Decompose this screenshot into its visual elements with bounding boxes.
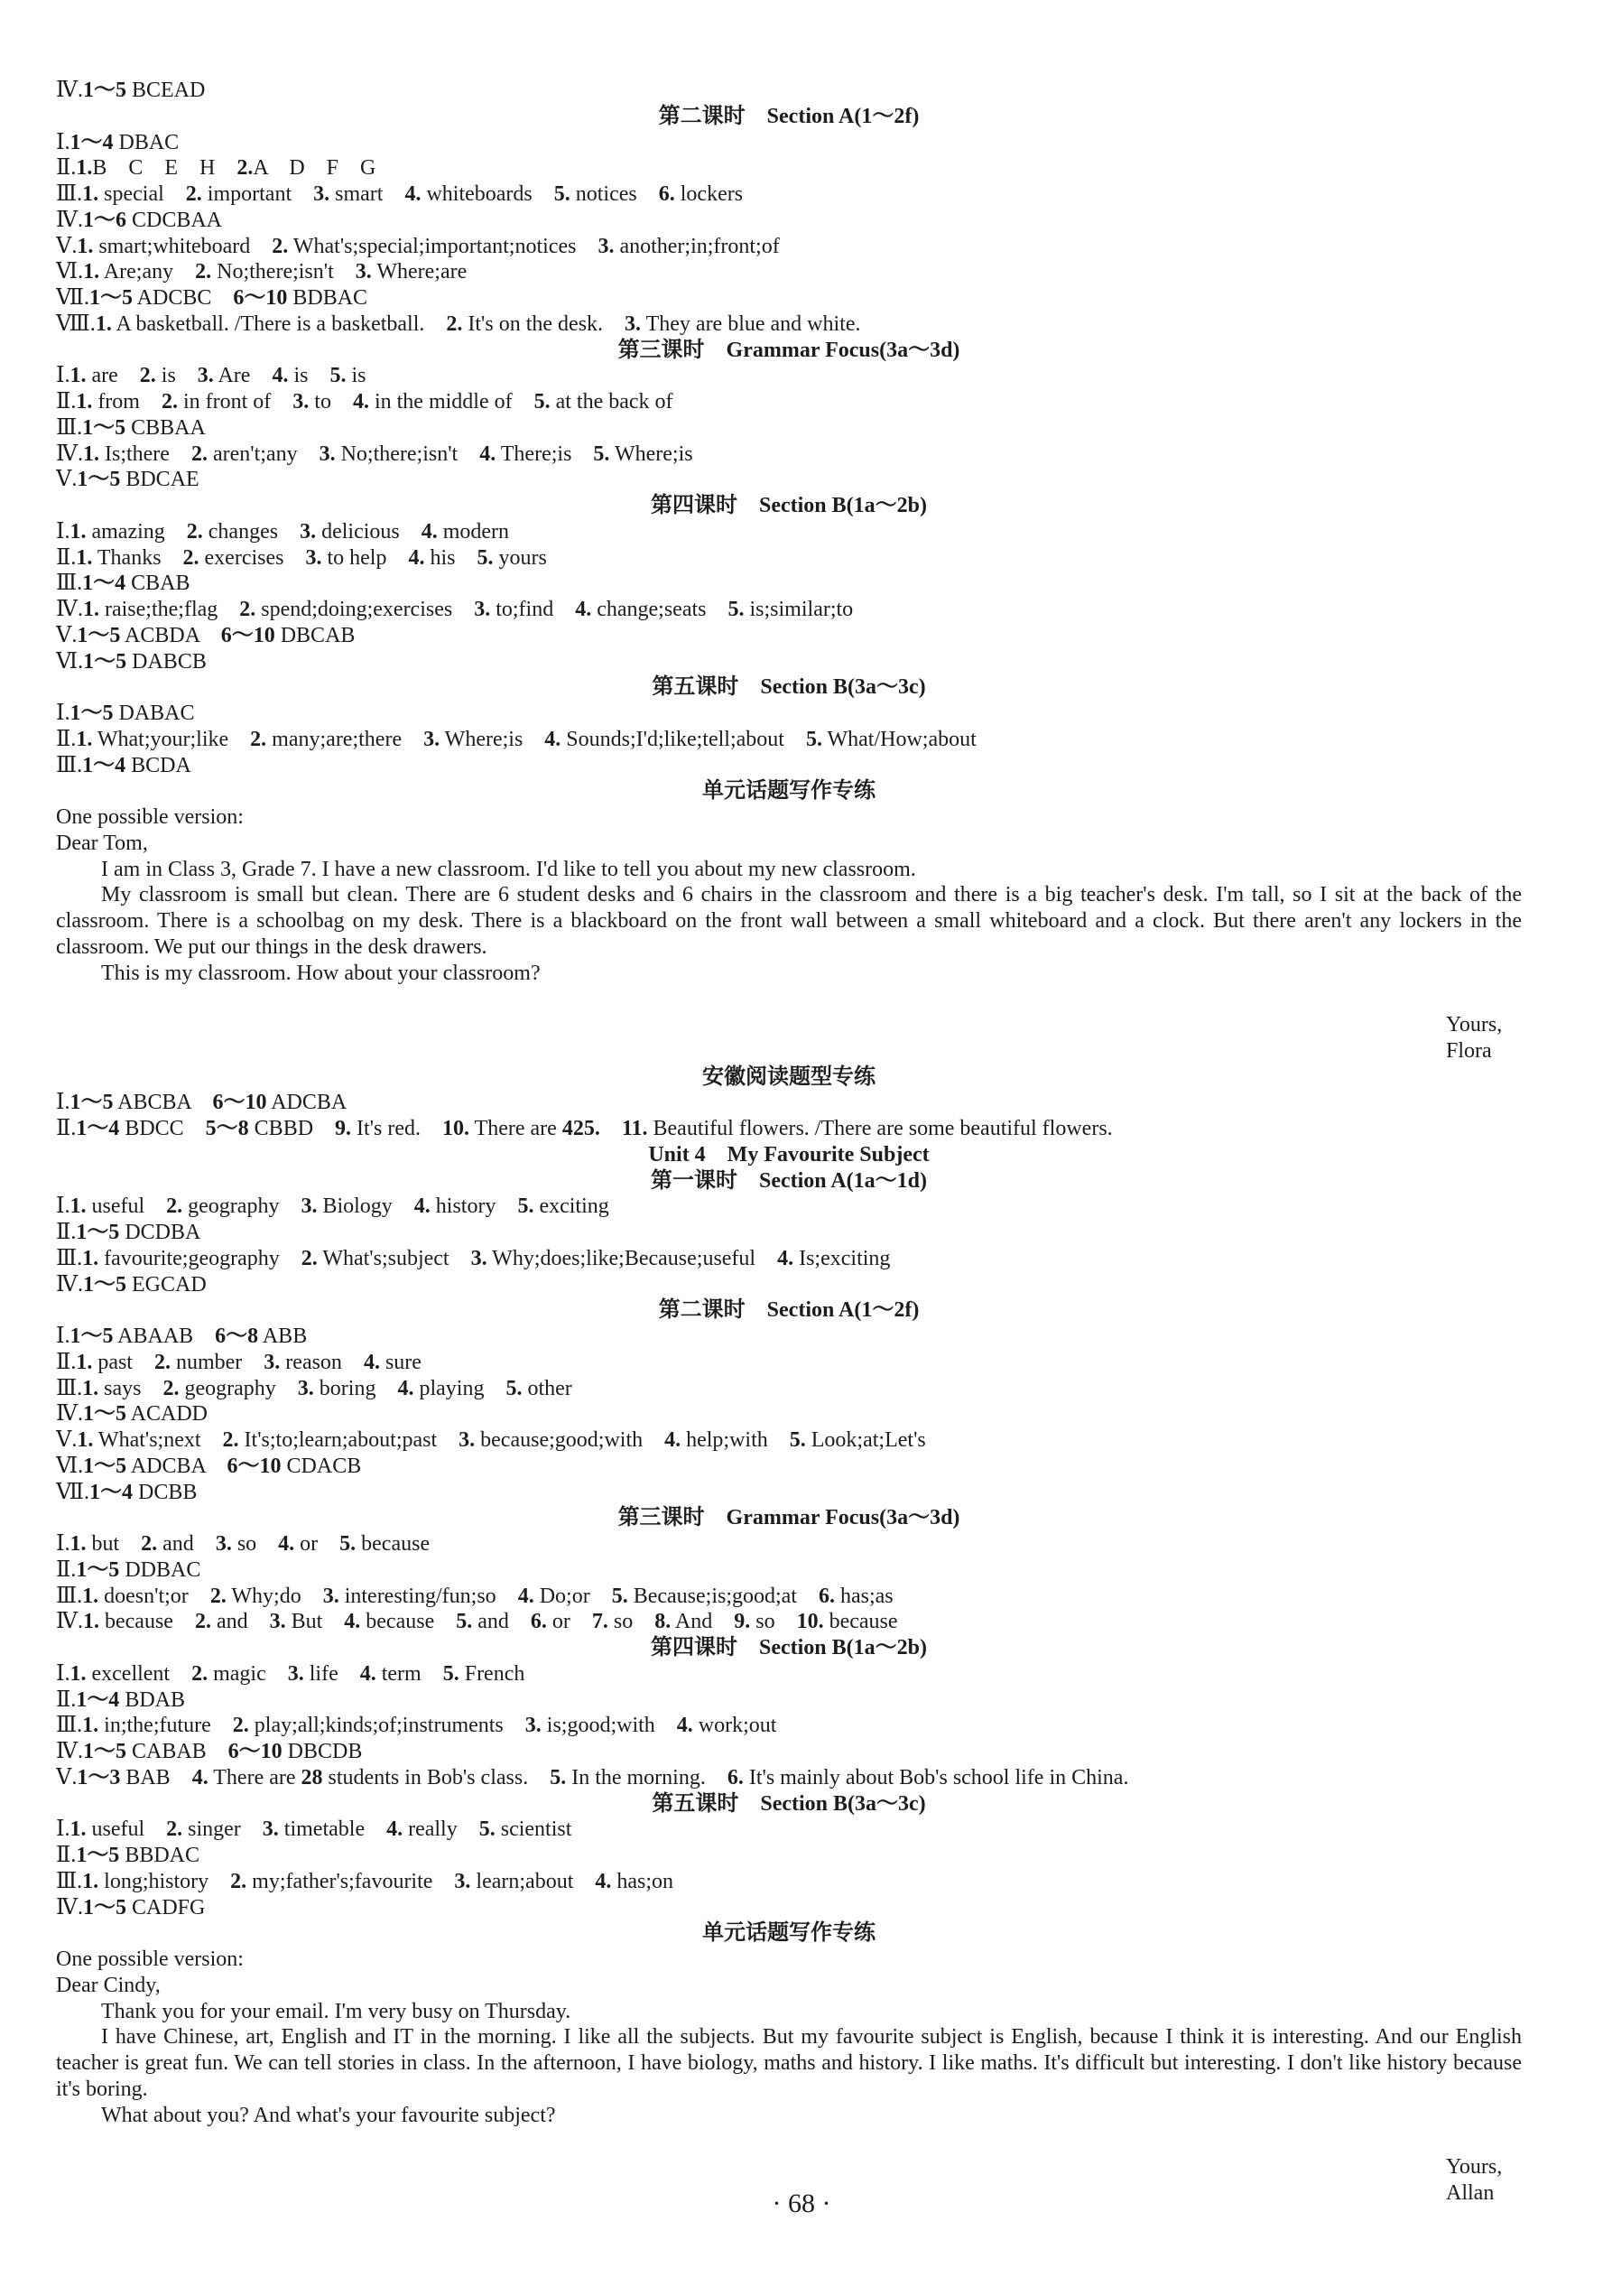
roman-numeral-label: Ⅴ. [56, 234, 78, 258]
answer-text: 1. Are;any 2. No;there;isn't 3. Where;are [83, 260, 468, 284]
answer-line [56, 753, 1522, 779]
answer-line [56, 649, 1522, 675]
section-heading: 单元话题写作专练 [702, 1921, 876, 1946]
answer-text: 1～5 BBDAC [76, 1844, 199, 1867]
answer-line [56, 1843, 1522, 1869]
roman-numeral-label: Ⅱ. [56, 1350, 77, 1374]
answer-line [56, 1454, 1522, 1480]
answer-line [56, 181, 1522, 208]
roman-numeral-label: Ⅱ. [56, 727, 77, 751]
answer-line [56, 727, 1522, 753]
roman-numeral-label: Ⅱ. [56, 390, 77, 414]
answer-text: 1. What;your;like 2. many;are;there 3. Where;is 4. Sounds;I'd;like;tell;about 5. What/How;about [76, 727, 977, 751]
answer-key-document [56, 78, 1522, 2207]
roman-numeral-label: Ⅱ. [56, 1687, 77, 1712]
answer-line [56, 259, 1522, 285]
roman-numeral-label: Ⅶ. [56, 286, 89, 310]
section-heading: 第一课时 Section A(1a～1d) [651, 1168, 927, 1193]
roman-numeral-label: Ⅷ. [56, 311, 96, 336]
answer-line [56, 1401, 1522, 1427]
letter-line: One possible version: [56, 805, 244, 829]
roman-numeral-label: Ⅲ. [56, 572, 83, 596]
roman-numeral-label: Ⅰ. [56, 519, 70, 544]
section-heading: 第二课时 Section A(1～2f) [658, 104, 920, 128]
roman-numeral-label: Ⅲ. [56, 1584, 83, 1608]
answer-line [56, 1739, 1522, 1765]
letter-paragraph: I am in Class 3, Grade 7. I have a new classroom. I'd like to tell you about my new classroom. [101, 857, 916, 881]
answer-text: 1. What's;next 2. It's;to;learn;about;past 3. because;good;with 4. help;with 5. Look;at;Let's [77, 1428, 926, 1452]
answer-line [56, 1687, 1522, 1714]
answer-line [56, 285, 1522, 311]
answer-text: 1. raise;the;flag 2. spend;doing;exercises 3. to;find 4. change;seats 5. is;similar;to [82, 598, 854, 621]
letter-paragraph: This is my classroom. How about your classroom? [101, 961, 541, 985]
answer-text: 1. past 2. number 3. reason 4. sure [76, 1350, 422, 1374]
roman-numeral-label: Ⅴ. [56, 623, 78, 647]
answer-line [56, 1584, 1522, 1610]
answer-line [56, 155, 1522, 181]
answer-text: 1～4 BDCC 5～8 CBBD 9. It's red. 10. There are 425. 11. Beautiful flowers. /There are some beautiful flowers. [76, 1117, 1113, 1140]
section-heading: 第三课时 Grammar Focus(3a～3d) [617, 338, 960, 362]
answer-text: 1. are 2. is 3. Are 4. is 5. is [69, 364, 366, 388]
answer-line [56, 1869, 1522, 1895]
roman-numeral-label: Ⅲ. [56, 415, 83, 440]
answer-text: 1～5 BDCAE [77, 468, 199, 492]
answer-text: 1. amazing 2. changes 3. delicious 4. modern [69, 519, 510, 544]
answer-line [56, 1713, 1522, 1739]
answer-line [56, 1246, 1522, 1272]
answer-line [56, 571, 1522, 597]
answer-line [56, 1661, 1522, 1687]
answer-line [56, 1609, 1522, 1635]
answer-text: 1. Is;there 2. aren't;any 3. No;there;isn't 4. There;is 5. Where;is [82, 442, 693, 466]
answer-text: 1. favourite;geography 2. What's;subject 3. Why;does;like;Because;useful 4. Is;exciting [82, 1246, 891, 1270]
letter-paragraph: What about you? And what's your favourite subject? [101, 2103, 556, 2127]
roman-numeral-label: Ⅲ. [56, 753, 83, 777]
roman-numeral-label: Ⅱ. [56, 156, 77, 181]
answer-text: 1～5 CBBAA [82, 415, 206, 440]
roman-numeral-label: Ⅳ. [56, 1610, 83, 1634]
section-heading: 第五课时 Section B(3a～3c) [652, 675, 926, 700]
answer-line [56, 363, 1522, 389]
roman-numeral-label: Ⅳ. [56, 1402, 83, 1427]
roman-numeral-label: Ⅰ. [56, 1091, 70, 1115]
answer-text: 1～4 DBAC [69, 130, 180, 154]
letter-paragraph: I have Chinese, art, English and IT in the morning. I like all the subjects. But my favourite subject is English, because I think it is interesting. And our English teacher is great fun. We can tell stories in class. In the afternoon, I have biology, maths and history. I like maths. It's difficult but interesting. I don't like history because it's boring. [56, 2025, 1522, 2101]
answer-line [56, 1427, 1522, 1454]
section-heading: 第五课时 Section B(3a～3c) [652, 1791, 926, 1816]
section-heading: 安徽阅读题型专练 [702, 1064, 876, 1089]
roman-numeral-label: Ⅰ. [56, 1194, 70, 1219]
letter-line: Dear Tom, [56, 831, 148, 855]
answer-text: 1～5 CABAB 6～10 DBCDB [82, 1740, 363, 1763]
answer-text: 1～5 ABCBA 6～10 ADCBA [69, 1091, 347, 1115]
answer-line [56, 1220, 1522, 1246]
answer-text: 1.B C E H 2.A D F G [76, 156, 376, 181]
roman-numeral-label: Ⅰ. [56, 702, 70, 725]
answer-text: 1～5 ADCBC 6～10 BDBAC [88, 286, 368, 310]
page-number: · 68 · [772, 2189, 831, 2218]
letter-signoff: Allan [1446, 2180, 1495, 2205]
answer-line [56, 1090, 1522, 1116]
answer-line [56, 1376, 1522, 1402]
answer-text: 1～5 ACADD [82, 1402, 208, 1427]
spacer [56, 2128, 1522, 2154]
roman-numeral-label: Ⅴ. [56, 1765, 78, 1789]
roman-numeral-label: Ⅰ. [56, 1325, 70, 1348]
answer-line [56, 78, 1522, 104]
answer-text: 1. excellent 2. magic 3. life 4. term 5. French [69, 1661, 525, 1686]
section-heading: 第四课时 Section B(1a～2b) [651, 494, 927, 517]
roman-numeral-label: Ⅶ. [56, 1480, 89, 1504]
roman-numeral-label: Ⅰ. [56, 1817, 70, 1842]
roman-numeral-label: Ⅰ. [56, 1661, 70, 1686]
roman-numeral-label: Ⅵ. [56, 260, 84, 284]
answer-text: 1～5 ABAAB 6～8 ABB [69, 1325, 308, 1348]
letter-signoff: Yours, [1446, 1013, 1503, 1036]
answer-line [56, 1324, 1522, 1350]
answer-line [56, 1350, 1522, 1376]
letter-paragraph: Thank you for your email. I'm very busy on Thursday. [101, 1999, 571, 2023]
answer-line [56, 545, 1522, 572]
roman-numeral-label: Ⅳ. [56, 208, 83, 232]
roman-numeral-label: Ⅵ. [56, 1454, 84, 1478]
answer-text: 1～5 DABAC [69, 702, 195, 725]
answer-text: 1～5 ACBDA 6～10 DBCAB [77, 623, 356, 647]
answer-line [56, 1272, 1522, 1298]
roman-numeral-label: Ⅰ. [56, 130, 70, 154]
section-heading: 第三课时 Grammar Focus(3a～3d) [617, 1506, 960, 1530]
roman-numeral-label: Ⅲ. [56, 1869, 83, 1893]
answer-text: 1～5 DCDBA [76, 1221, 201, 1244]
section-heading: 第二课时 Section A(1～2f) [658, 1298, 920, 1323]
answer-text: 1. A basketball. /There is a basketball. 2. It's on the desk. 3. They are blue and white. [95, 311, 861, 336]
roman-numeral-label: Ⅳ. [56, 1740, 83, 1763]
answer-line [56, 1765, 1522, 1791]
spacer [56, 986, 1522, 1012]
answer-line [56, 701, 1522, 727]
roman-numeral-label: Ⅱ. [56, 1844, 77, 1867]
letter-line: Dear Cindy, [56, 1973, 161, 1997]
answer-text: 1. in;the;future 2. play;all;kinds;of;instruments 3. is;good;with 4. work;out [82, 1714, 777, 1738]
answer-line [56, 234, 1522, 260]
answer-text: 1. doesn't;or 2. Why;do 3. interesting/fun;so 4. Do;or 5. Because;is;good;at 6. has;as [82, 1584, 894, 1608]
roman-numeral-label: Ⅱ. [56, 1557, 77, 1582]
answer-line [56, 442, 1522, 468]
answer-text: 1. because 2. and 3. But 4. because 5. and 6. or 7. so 8. And 9. so 10. because [82, 1610, 898, 1634]
answer-line [56, 1895, 1522, 1921]
roman-numeral-label: Ⅱ. [56, 545, 77, 570]
answer-line [56, 208, 1522, 234]
letter-signoff: Yours, [1446, 2155, 1503, 2179]
section-heading: 单元话题写作专练 [702, 779, 876, 804]
roman-numeral-label: Ⅰ. [56, 1532, 70, 1556]
answer-line [56, 1531, 1522, 1557]
answer-line [56, 1116, 1522, 1142]
roman-numeral-label: Ⅳ. [56, 79, 83, 102]
letter-paragraph: My classroom is small but clean. There are 6 student desks and 6 chairs in the classroom and there is a big teacher's desk. I'm tall, so I sit at the back of the classroom. There is a schoolbag on my desk. There is a blackboard on the front wall between a small whiteboard and a clock. But there aren't any lockers in the classroom. We put our things in the desk drawers. [56, 883, 1522, 959]
answer-line [56, 389, 1522, 415]
answer-line [56, 519, 1522, 545]
answer-text: 1. smart;whiteboard 2. What's;special;important;notices 3. another;in;front;of [77, 234, 780, 258]
answer-text: 1. useful 2. singer 3. timetable 4. really 5. scientist [69, 1817, 572, 1842]
roman-numeral-label: Ⅳ. [56, 442, 83, 466]
answer-line [56, 130, 1522, 156]
answer-text: 1～3 BAB 4. There are 28 students in Bob's class. 5. In the morning. 6. It's mainly about Bob's school life in China. [77, 1765, 1129, 1789]
roman-numeral-label: Ⅳ. [56, 1895, 83, 1920]
answer-line [56, 623, 1522, 649]
answer-line [56, 1557, 1522, 1584]
answer-text: 1～4 BDAB [76, 1687, 185, 1712]
roman-numeral-label: Ⅲ. [56, 1376, 83, 1400]
answer-text: 1. special 2. important 3. smart 4. whiteboards 5. notices 6. lockers [82, 182, 744, 206]
answer-text: 1. Thanks 2. exercises 3. to help 4. his 5. yours [76, 545, 547, 570]
answer-line [56, 311, 1522, 338]
answer-text: 1～5 CADFG [82, 1895, 206, 1920]
answer-text: 1. from 2. in front of 3. to 4. in the middle of 5. at the back of [76, 390, 673, 414]
answer-line [56, 1480, 1522, 1506]
answer-text: 1～5 DABCB [83, 649, 207, 674]
section-heading: 第四课时 Section B(1a～2b) [651, 1636, 927, 1659]
answer-text: 1～5 DDBAC [76, 1557, 201, 1582]
roman-numeral-label: Ⅳ. [56, 1272, 83, 1297]
roman-numeral-label: Ⅱ. [56, 1221, 77, 1244]
answer-line [56, 1194, 1522, 1220]
roman-numeral-label: Ⅰ. [56, 364, 70, 388]
answer-text: 1～5 BCEAD [82, 79, 206, 102]
roman-numeral-label: Ⅲ. [56, 1714, 83, 1738]
answer-text: 1. useful 2. geography 3. Biology 4. history 5. exciting [69, 1194, 609, 1219]
answer-text: 1～6 CDCBAA [82, 208, 223, 232]
answer-line [56, 467, 1522, 493]
roman-numeral-label: Ⅲ. [56, 182, 83, 206]
roman-numeral-label: Ⅵ. [56, 649, 84, 674]
roman-numeral-label: Ⅴ. [56, 468, 78, 492]
answer-text: 1. but 2. and 3. so 4. or 5. because [69, 1532, 431, 1556]
answer-text: 1～5 EGCAD [82, 1272, 207, 1297]
section-heading: Unit 4 My Favourite Subject [648, 1142, 930, 1167]
answer-text: 1～4 DCBB [88, 1480, 198, 1504]
answer-text: 1. says 2. geography 3. boring 4. playing 5. other [82, 1376, 572, 1400]
answer-text: 1. long;history 2. my;father's;favourite 3. learn;about 4. has;on [82, 1869, 674, 1893]
roman-numeral-label: Ⅱ. [56, 1117, 77, 1140]
answer-line [56, 597, 1522, 623]
answer-line [56, 1817, 1522, 1843]
answer-text: 1～4 CBAB [82, 572, 190, 596]
roman-numeral-label: Ⅲ. [56, 1246, 83, 1270]
letter-signoff: Flora [1446, 1038, 1492, 1063]
answer-text: 1～4 BCDA [82, 753, 191, 777]
answer-line [56, 415, 1522, 442]
answer-text: 1～5 ADCBA 6～10 CDACB [83, 1454, 362, 1478]
roman-numeral-label: Ⅳ. [56, 598, 83, 621]
roman-numeral-label: Ⅴ. [56, 1428, 78, 1452]
letter-line: One possible version: [56, 1947, 244, 1971]
